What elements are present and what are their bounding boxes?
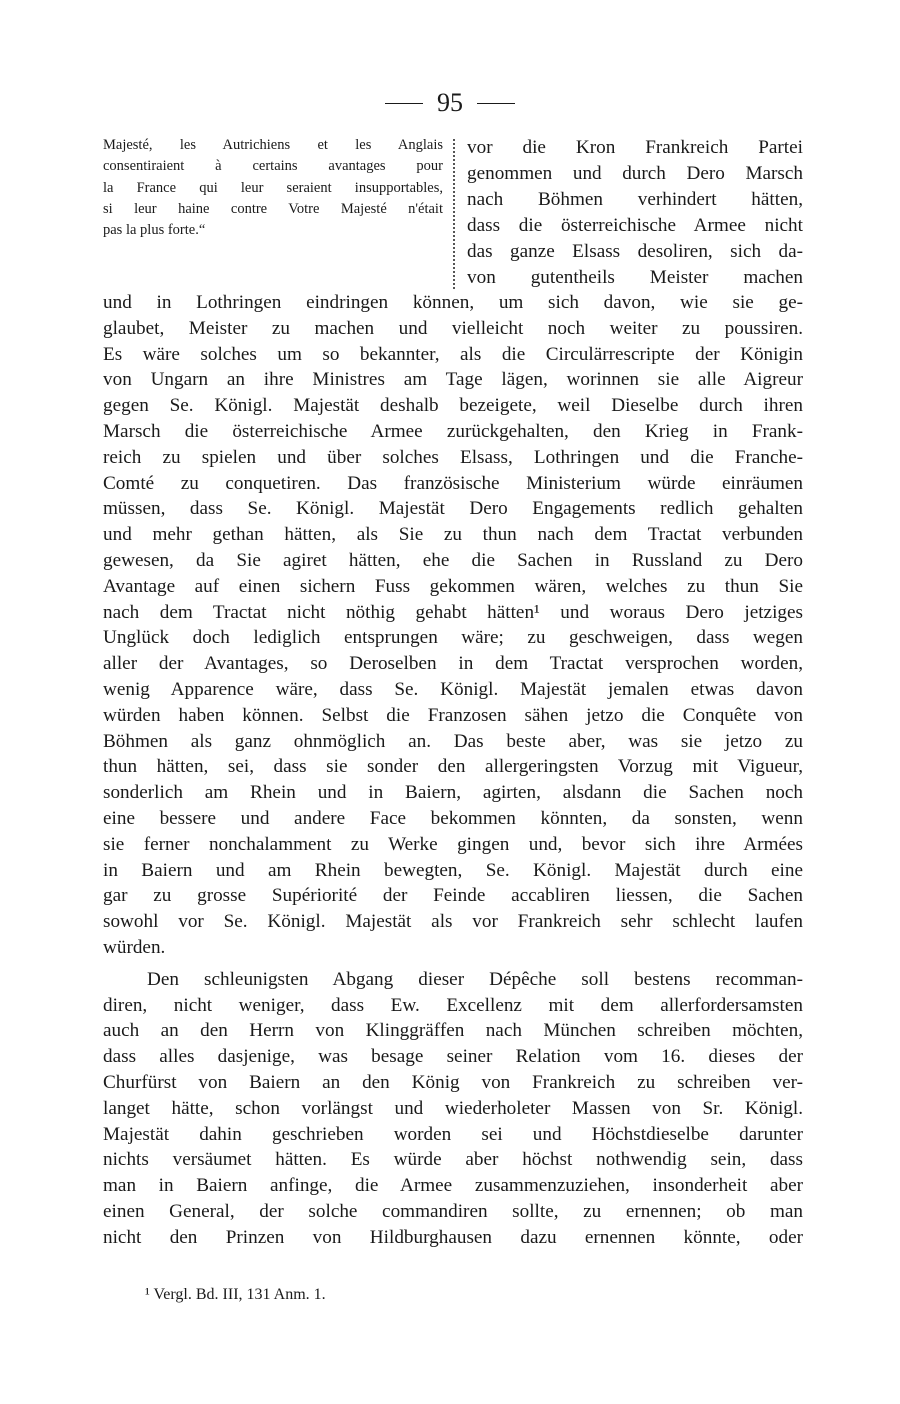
body-line: Böhmen als ganz ohnmöglich an. Das beste aber, was sie jetzo zu [103,730,803,752]
body-line: gegen Se. Königl. Majestät deshalb bezeigete, weil Dieselbe durch ihren [103,395,803,417]
right-column-line: genommen und durch Dero Marsch [467,163,803,184]
footnote: ¹ Vergl. Bd. III, 131 Anm. 1. [145,1286,326,1303]
body-line: Comté zu conquetiren. Das französische Ministerium würde einräumen [103,472,803,494]
body-line: Den schleunigsten Abgang dieser Dépêche soll bestens recomman- [147,968,803,990]
left-column-line: Majesté, les Autrichiens et les Anglais [103,137,443,153]
header-rule-right [477,103,515,104]
body-line: und mehr gethan hätten, als Sie zu thun nach dem Tractat verbunden [103,524,803,546]
left-column-line: pas la plus forte.“ [103,222,206,239]
page-number: 95 [437,88,463,117]
body-line: Majestät dahin geschrieben worden sei und Höchstdieselbe darunter [103,1123,803,1145]
body-line: Avantage auf einen sichern Fuss gekommen wären, welches zu thun Sie [103,575,803,597]
right-column-line: nach Böhmen verhindert hätten, [467,189,803,210]
body-line: würden. [103,936,166,958]
paragraph-1 [103,290,803,961]
header-rule-left [385,103,423,104]
body-line: Es wäre solches um so bekannter, als die Circulärrescripte der Königin [103,343,803,365]
body-line: nichts versäumet hätten. Es würde aber höchst nothwendig sein, dass [103,1149,803,1171]
right-column-line: von gutentheils Meister machen [467,267,803,288]
body-line: langet hätte, schon vorlängst und wiederholeter Massen von Sr. Königl. [103,1097,803,1119]
left-column-quote [103,135,443,241]
body-line: thun hätten, sei, dass sie sonder den allergeringsten Vorzug mit Vigueur, [103,756,803,778]
body-line: würden haben können. Selbst die Franzosen sähen jetzo die Conquête von [103,704,803,726]
page-header [0,88,900,118]
right-column-line: dass die österreichische Armee nicht [467,215,803,236]
left-column-line: la France qui leur seraient insupportables, [103,179,443,196]
body-line: sonderlich am Rhein und in Baiern, agirten, alsdann die Sachen noch [103,782,803,804]
body-line: reich zu spielen und über solches Elsass, Lothringen und die Franche- [103,446,803,468]
two-column-block [103,135,803,295]
body-line: Marsch die österreichische Armee zurückgehalten, den Krieg in Frank- [103,420,803,442]
body-line: wenig Apparence wäre, dass Se. Königl. Majestät jemalen etwas davon [103,678,803,700]
right-column-text [467,135,803,291]
body-line: sowohl vor Se. Königl. Majestät als vor Frankreich sehr schlecht laufen [103,911,803,933]
body-line: einen General, der solche commandiren sollte, zu ernennen; ob man [103,1200,803,1222]
body-line: und in Lothringen eindringen können, um sich davon, wie sie ge- [103,292,803,313]
paragraph-2 [103,967,803,1251]
body-line: Churfürst von Baiern an den König von Frankreich zu schreiben ver- [103,1071,803,1093]
body-line: glaubet, Meister zu machen und vielleicht noch weiter zu poussiren. [103,317,803,339]
body-line: dass alles dasjenige, was besage seiner Relation vom 16. dieses der [103,1046,803,1068]
body-line: in Baiern und am Rhein bewegten, Se. Königl. Majestät durch eine [103,859,803,881]
right-column-line: vor die Kron Frankreich Partei [467,137,803,158]
column-divider [453,139,455,289]
body-line: man in Baiern anfinge, die Armee zusammenzuziehen, insonderheit aber [103,1175,803,1197]
body-line: aller der Avantages, so Deroselben in dem Tractat versprochen worden, [103,653,803,675]
body-line: müssen, dass Se. Königl. Majestät Dero Engagements redlich gehalten [103,498,803,520]
body-line: auch an den Herrn von Klinggräffen nach München schreiben möchten, [103,1020,803,1042]
body-line: sie ferner nonchalamment zu Werke gingen und, bevor sich ihre Armées [103,833,803,855]
right-column-line: das ganze Elsass desoliren, sich da- [467,241,803,262]
body-line: eine bessere und andere Face bekommen könnten, da sonsten, wenn [103,807,803,829]
body-line: von Ungarn an ihre Ministres am Tage lägen, worinnen sie alle Aigreur [103,369,803,391]
body-line: gar zu grosse Supériorité der Feinde accabliren liessen, die Sachen [103,885,803,907]
body-line: gewesen, da Sie agiret hätten, ehe die Sachen in Russland zu Dero [103,549,803,571]
body-line: nicht den Prinzen von Hildburghausen dazu ernennen könnte, oder [103,1226,803,1248]
left-column-line: consentiraient à certains avantages pour [103,158,443,175]
left-column-line: si leur haine contre Votre Majesté n'était [103,200,443,217]
body-line: diren, nicht weniger, dass Ew. Excellenz mit dem allerfordersamsten [103,994,803,1016]
main-body [103,290,803,1250]
body-line: nach dem Tractat nicht nöthig gehabt hätten¹ und woraus Dero jetziges [103,601,803,623]
body-line: Unglück doch lediglich entsprungen wäre; zu geschweigen, dass wegen [103,627,803,649]
